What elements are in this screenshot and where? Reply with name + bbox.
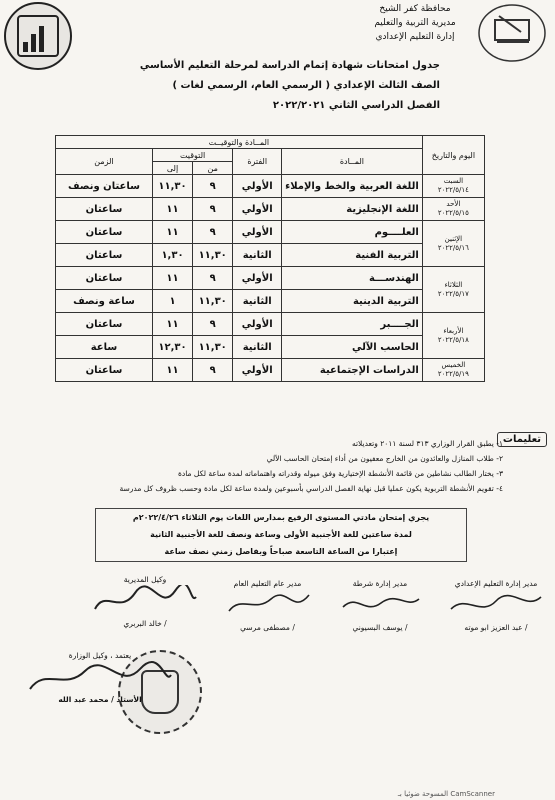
duration-cell: ساعتان <box>56 221 153 244</box>
table-row <box>56 313 485 336</box>
period-cell: الأولي <box>233 175 282 198</box>
signature-block-3 <box>215 578 320 633</box>
signature-block-4 <box>85 574 205 629</box>
exam-date: ٢٠٢٢/٥/١٤ <box>437 186 469 194</box>
header-administration: إدارة التعليم الإعدادي <box>375 32 455 42</box>
note-item: ٤- تقويم الأنشطة التربوية يكون عمليا قبل نهاية الفصل الدراسي بأسبوعين ولمدة ساعة لكل مادة وحسب ظروف كل مدرسة <box>119 484 503 493</box>
table-row <box>56 336 485 359</box>
table-row <box>56 359 485 382</box>
from-time-cell: ٩ <box>193 313 233 336</box>
duration-cell: ساعتان ونصف <box>56 175 153 198</box>
from-time-cell: ٩ <box>193 198 233 221</box>
from-time-cell: ٩ <box>193 359 233 382</box>
period-cell: الأولي <box>233 313 282 336</box>
table-row <box>56 267 485 290</box>
to-time-cell: ١١,٣٠ <box>152 175 192 198</box>
signature-name: / يوسف البسيوني <box>352 623 408 632</box>
subject-cell: اللغة العربية والخط والإملاء <box>282 175 423 198</box>
from-time-cell: ٩ <box>193 175 233 198</box>
right-emblem-logo <box>477 2 547 64</box>
signature-block-5 <box>20 650 180 705</box>
duration-cell: ساعتان <box>56 359 153 382</box>
signature-name: / مصطفى مرسي <box>240 623 295 632</box>
table-row <box>56 175 485 198</box>
header-from: من <box>193 162 233 175</box>
from-time-cell: ١١,٣٠ <box>193 244 233 267</box>
header-period: الفترة <box>233 149 282 175</box>
header-timing: التوقيت <box>152 149 232 162</box>
note-item: ٢- طلاب المنازل والعائدون من الخارج معفيون من أداء إمتحان الحاسب الآلي <box>266 454 503 463</box>
note-item: ١- يطبق القرار الوزاري ٣١٣ لسنة ٢٠١١ وتعديلاته <box>351 439 503 448</box>
note-item: ٣- يختار الطالب نشاطين من قائمة الأنشطة الإختيارية وفق ميوله وقدراته واهتماماته لمدة ساعة لكل مادة <box>177 469 503 478</box>
day-name: الأحد <box>446 200 461 208</box>
signature-name: الأستاذ / محمد عبد الله <box>58 695 142 704</box>
header-subject-timing: المــادة والتوقيــت <box>56 136 423 149</box>
chart-bars-icon <box>17 15 59 57</box>
title-line-2: الصف الثالث الإعدادي ( الرسمي العام، الرسمي لغات ) <box>172 80 440 91</box>
signature-title: يعتمد ، وكيل الوزارة <box>68 651 132 660</box>
title-line-3: الفصل الدراسي الثاني ٢٠٢٢/٢٠٢١ <box>272 100 440 111</box>
handwritten-signature <box>25 661 175 691</box>
subject-cell: العلــــوم <box>282 221 423 244</box>
day-date-cell <box>422 313 484 359</box>
to-time-cell: ١٢,٣٠ <box>152 336 192 359</box>
header-duration: الزمن <box>56 149 153 175</box>
table-row <box>56 221 485 244</box>
duration-cell: ساعة ونصف <box>56 290 153 313</box>
from-time-cell: ١١,٣٠ <box>193 290 233 313</box>
period-cell: الثانية <box>233 244 282 267</box>
header-directorate: مديرية التربية والتعليم <box>374 18 456 28</box>
duration-cell: ساعتان <box>56 313 153 336</box>
day-name: الأربعاء <box>443 326 464 335</box>
day-date-cell <box>422 359 484 382</box>
notice-line-2: لمدة ساعتين للغة الأجنبية الأولى وساعة ونصف للغة الأجنبية الثانية <box>150 530 412 539</box>
exam-date: ٢٠٢٢/٥/١٨ <box>437 335 469 344</box>
table-row <box>56 244 485 267</box>
period-cell: الأولي <box>233 359 282 382</box>
day-name: السبت <box>443 177 464 185</box>
duration-cell: ساعتان <box>56 267 153 290</box>
exam-date: ٢٠٢٢/٥/١٦ <box>437 243 469 252</box>
from-time-cell: ٩ <box>193 221 233 244</box>
subject-cell: الدراسات الإجتماعية <box>282 359 423 382</box>
handwritten-signature <box>335 589 425 619</box>
handwritten-signature <box>90 585 200 615</box>
to-time-cell: ١,٣٠ <box>152 244 192 267</box>
exam-date: ٢٠٢٢/٥/١٩ <box>437 370 469 378</box>
subject-cell: الهندســـة <box>282 267 423 290</box>
subject-cell: الحاسب الآلي <box>282 336 423 359</box>
header-to: إلى <box>152 162 192 175</box>
day-date-cell <box>422 221 484 267</box>
to-time-cell: ١ <box>152 290 192 313</box>
signature-title: مدير إدارة التعليم الإعدادي <box>454 579 538 588</box>
header-governorate: محافظة كفر الشيخ <box>379 4 451 14</box>
exam-date: ٢٠٢٢/٥/١٧ <box>437 289 469 298</box>
left-emblem-logo <box>4 2 72 70</box>
signature-title: مدير عام التعليم العام <box>233 579 302 588</box>
signature-block-1 <box>440 578 552 633</box>
day-name: الثلاثاء <box>444 280 463 289</box>
exam-date: ٢٠٢٢/٥/١٥ <box>437 209 469 217</box>
notes-list <box>83 436 503 496</box>
day-date-cell <box>422 198 484 221</box>
header-day-date: اليوم والتاريخ <box>422 136 484 175</box>
subject-cell: اللغة الإنجليزية <box>282 198 423 221</box>
to-time-cell: ١١ <box>152 198 192 221</box>
to-time-cell: ١١ <box>152 313 192 336</box>
subject-cell: التربية الفنية <box>282 244 423 267</box>
title-line-1: جدول امتحانات شهادة إتمام الدراسة لمرحلة التعليم الأساسي <box>139 60 440 71</box>
period-cell: الثانية <box>233 290 282 313</box>
signature-block-2 <box>330 578 430 633</box>
day-name: الخميس <box>441 361 466 369</box>
scanner-footer: المسوحة ضوئيا بـ CamScanner <box>397 790 495 798</box>
signature-title: مدير إدارة شرطة <box>352 579 408 588</box>
header-subject: المــادة <box>282 149 423 175</box>
day-name: الإثنين <box>444 234 463 243</box>
subject-cell: الجــــبر <box>282 313 423 336</box>
notice-line-1: يجري إمتحان مادتي المستوى الرفيع بمدارس اللغات يوم الثلاثاء ٢٠٢٢/٤/٢٦م <box>132 513 430 522</box>
period-cell: الأولي <box>233 267 282 290</box>
to-time-cell: ١١ <box>152 221 192 244</box>
notice-line-3: إعتبارا من الساعة التاسعة صباحاً وبفاصل زمني نصف ساعة <box>164 547 398 556</box>
period-cell: الثانية <box>233 336 282 359</box>
to-time-cell: ١١ <box>152 267 192 290</box>
from-time-cell: ١١,٣٠ <box>193 336 233 359</box>
title-block <box>100 56 440 116</box>
duration-cell: ساعة <box>56 336 153 359</box>
signature-title: وكيل المديرية <box>123 575 167 584</box>
header-block <box>345 2 485 44</box>
duration-cell: ساعتان <box>56 198 153 221</box>
signature-name: / عبد العزيز ابو موته <box>464 623 528 632</box>
notes-label: تعليمات <box>497 432 547 447</box>
handwritten-signature <box>446 589 546 619</box>
table-row <box>56 290 485 313</box>
duration-cell: ساعتان <box>56 244 153 267</box>
signature-name: / خالد البربري <box>123 619 167 628</box>
period-cell: الأولي <box>233 198 282 221</box>
advanced-level-notice-box <box>95 508 467 562</box>
exam-schedule-table <box>55 135 485 382</box>
from-time-cell: ٩ <box>193 267 233 290</box>
subject-cell: التربية الدينية <box>282 290 423 313</box>
table-row <box>56 198 485 221</box>
handwritten-signature <box>223 589 313 619</box>
day-date-cell <box>422 175 484 198</box>
day-date-cell <box>422 267 484 313</box>
to-time-cell: ١١ <box>152 359 192 382</box>
period-cell: الأولي <box>233 221 282 244</box>
